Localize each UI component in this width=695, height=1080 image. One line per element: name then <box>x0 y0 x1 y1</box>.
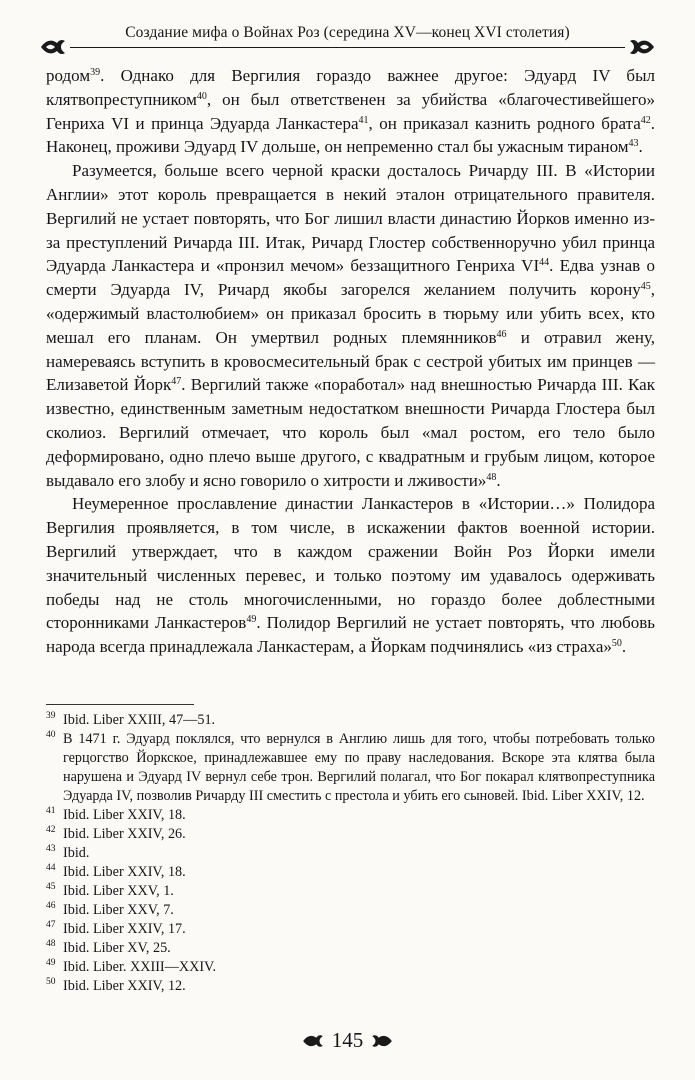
footnote-text: Ibid. Liber XXIV, 12. <box>63 978 186 994</box>
footnote-text: Ibid. Liber XXIV, 17. <box>63 921 186 937</box>
fleuron-left-icon <box>371 1032 393 1050</box>
paragraph <box>46 64 655 159</box>
footnote-number: 47 <box>46 920 56 930</box>
footnote-text: Ibid. <box>63 845 90 861</box>
footnote-number: 44 <box>46 863 56 873</box>
footnote-number: 40 <box>46 730 56 740</box>
footnote-ref[interactable]: 46 <box>496 328 507 340</box>
text-run: Неумеренное прославление династии Ланкастеров в «Истории…» Полидора Вергилия проявляется, в том числе, в искажении фактов военной истории. Вергилий утверждает, что в каждом сражении Войн Роз Йорки имели значительный численных перевес, и только поэтому им удавалось одерживать победы над не столь многочисленными, но гораздо более доблестными сторонниками Ланкастеров <box>46 494 655 633</box>
text-run: Разумеется, больше всего черной краски досталось Ричарду III. В «Истории Англии» этот король превращается в некий эталон отрицательного правителя. Вергилий не устает повторять, что Бог лишил власти династию Йорков именно из-за преступлений Ричарда III. Итак, Ричард Глостер собственноручно убил принца Эдуарда Ланкастера и «пронзил мечом» беззащитного Генриха VI <box>46 161 655 276</box>
footnote-ref[interactable]: 49 <box>246 614 257 626</box>
footnote-ref[interactable]: 45 <box>640 281 651 293</box>
footnote-number: 46 <box>46 901 56 911</box>
footnote-number: 49 <box>46 958 56 968</box>
text-run: . Вергилий также «поработал» над внешностью Ричарда III. Как известно, единственным заметным недостатком внешности Ричарда Глостера был сколиоз. Вергилий отмечает, что король был «мал ростом, его тело было деформировано, одно плечо выше другого, с квадратным и грубым лицом, которое выдавало его злобу и ясно говорило о хитрости и лживости» <box>46 375 655 490</box>
footnote-separator <box>46 704 194 705</box>
footnote-ref[interactable]: 47 <box>171 376 182 388</box>
footnote-item <box>46 711 655 730</box>
footnote-number: 42 <box>46 825 56 835</box>
page-number: 145 <box>331 1028 364 1052</box>
footnote-text: Ibid. Liber XXV, 1. <box>63 883 174 899</box>
text-run: . Наконец, проживи Эдуард IV дольше, он непременно стал бы ужасным тираном <box>46 113 655 157</box>
footnote-number: 50 <box>46 977 56 987</box>
text-run: . <box>621 637 627 657</box>
footnote-number: 39 <box>46 711 56 721</box>
footnote-item <box>46 901 655 920</box>
fleuron-left-icon <box>629 36 655 58</box>
footnote-ref[interactable]: 39 <box>90 67 101 78</box>
footnote-item <box>46 882 655 901</box>
text-run: родом <box>46 66 91 85</box>
footnote-text: Ibid. Liber. XXIII—XXIV. <box>63 959 217 975</box>
text-run: . Едва узнав о смерти Эдуарда IV, Ричард якобы загорелся желанием получить корону <box>46 256 655 300</box>
footnote-ref[interactable]: 42 <box>640 114 651 126</box>
fleuron-right-icon <box>302 1032 324 1050</box>
footnote-item <box>46 844 655 863</box>
footnote-text: Ibid. Liber XXIV, 26. <box>63 826 186 842</box>
text-run: . <box>496 470 501 490</box>
footnote-number: 45 <box>46 882 56 892</box>
main-text <box>46 64 655 659</box>
text-run: . Полидор Вергилий не устает повторять, что любовь народа всегда принадлежала Ланкастерам, а Йоркам подчинялись «из страха» <box>46 613 655 657</box>
text-run: . Однако для Вергилия гораздо важнее другое: Эдуард IV был клятвопреступником <box>46 66 655 109</box>
footnote-text: Ibid. Liber XXIV, 18. <box>63 807 186 823</box>
footnote-item <box>46 825 655 844</box>
header-title: Создание мифа о Войнах Роз (середина XV—конец XVI столетия) <box>125 24 570 41</box>
footnote-item <box>46 939 655 958</box>
running-header <box>40 16 655 50</box>
footnote-text: Ibid. Liber XV, 25. <box>63 940 171 956</box>
footnote-ref[interactable]: 41 <box>358 114 369 126</box>
text-run: и отравил жену, намереваясь вступить в кровосмесительный брак с сестрой убитых им принцев — Елизаветой Йорк <box>46 327 655 395</box>
footnote-number: 48 <box>46 939 56 949</box>
footnote-item <box>46 863 655 882</box>
footnote-item <box>46 920 655 939</box>
footnotes <box>46 711 655 996</box>
footnote-text: В 1471 г. Эдуард поклялся, что вернулся в Англию лишь для того, чтобы потребовать только герцогство Йоркское, принадлежавшее ему по праву наследования. Вскоре эта клятва была нарушена и Эдуард IV вернул себе трон. Вергилий полагал, что Бог покарал клятвопреступника Эдуарда IV, позволив Ричарду III сместить с престола и убить его сыновей. Ibid. Liber XXIV, 12. <box>63 731 655 804</box>
footnote-item <box>46 958 655 977</box>
footnote-text: Ibid. Liber XXV, 7. <box>63 902 174 918</box>
footnote-number: 43 <box>46 844 56 854</box>
footnote-text: Ibid. Liber XXIV, 18. <box>63 864 186 880</box>
footnote-ref[interactable]: 50 <box>611 638 622 650</box>
footnote-text: Ibid. Liber XXIII, 47—51. <box>63 712 216 728</box>
footnote-number: 41 <box>46 806 56 816</box>
text-run: , он приказал казнить родного брата <box>368 113 641 133</box>
footnote-item <box>46 730 655 806</box>
header-rule <box>70 47 625 48</box>
footnote-ref[interactable]: 40 <box>196 90 207 102</box>
footnote-item <box>46 977 655 996</box>
paragraph <box>46 159 655 492</box>
footnote-ref[interactable]: 43 <box>628 138 639 150</box>
page-footer <box>0 1028 695 1058</box>
text-run: , он был ответственен за убийства «благочестивейшего» Генриха VI и принца Эдуарда Ланкастера <box>46 89 655 133</box>
footnote-item <box>46 806 655 825</box>
text-run: . <box>638 137 643 157</box>
footnote-ref[interactable]: 48 <box>486 471 497 483</box>
footnote-ref[interactable]: 44 <box>539 257 550 269</box>
text-run: , «одержимый властолюбием» он приказал бросить в тюрьму или убить всех, кто мешал его планам. Он умертвил родных племянников <box>46 280 655 347</box>
paragraph <box>46 492 655 659</box>
